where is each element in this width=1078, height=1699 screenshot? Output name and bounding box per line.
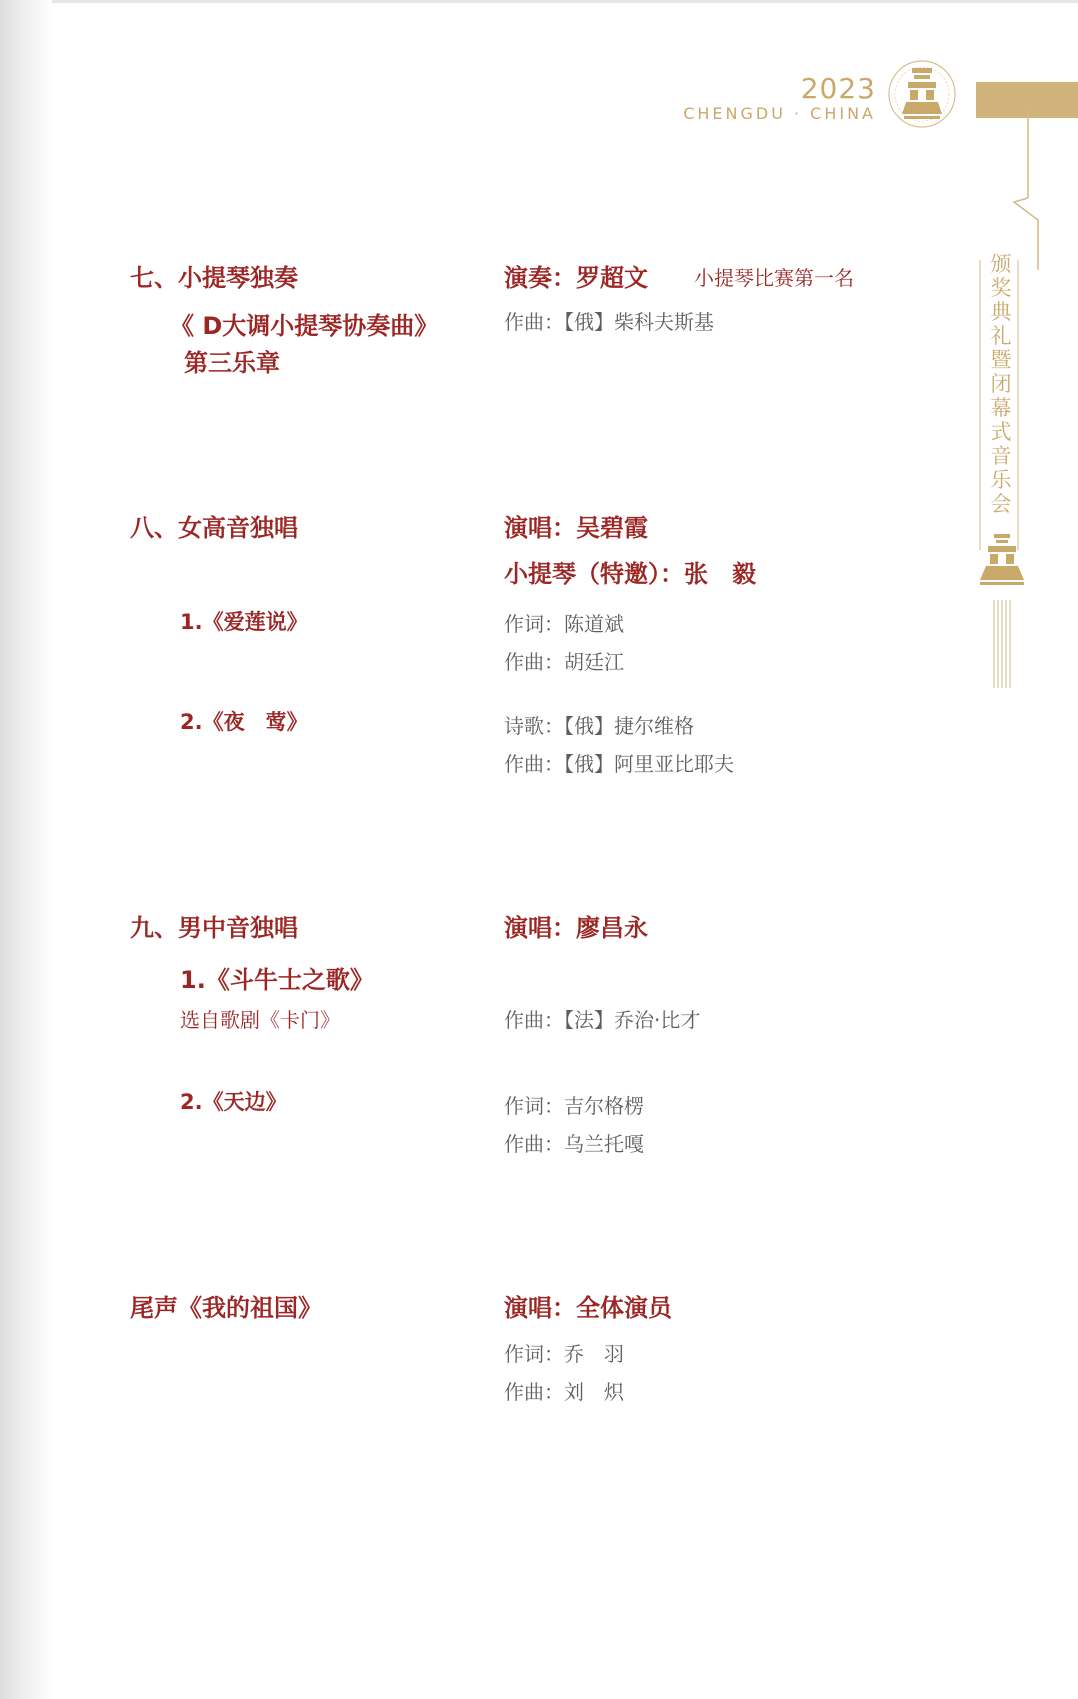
section-9-song-1-composer: 作曲：【法】乔治·比才 (504, 1008, 701, 1032)
section-8-guest-performer: 小提琴（特邀）：张 毅 (504, 560, 756, 588)
section-7-performer-note: 小提琴比赛第一名 (694, 266, 854, 290)
section-9-performer: 演唱：廖昌永 (504, 914, 648, 942)
section-8-song-1-lyricist: 作词：陈道斌 (504, 612, 624, 636)
page-binding-shadow (0, 0, 52, 1699)
section-7-performer: 演奏：罗超文 (504, 264, 648, 292)
section-8-song-1-composer: 作曲：胡廷江 (504, 650, 624, 674)
finale-title: 尾声《我的祖国》 (130, 1294, 322, 1322)
section-7-composer: 作曲：【俄】柴科夫斯基 (504, 310, 714, 334)
section-7-work: 《 D大调小提琴协奏曲》 (170, 312, 439, 340)
section-9-song-2-composer: 作曲：乌兰托嘎 (504, 1132, 644, 1156)
section-9-song-1: 1.《斗牛士之歌》 (180, 966, 374, 994)
golden-bell-award-logo-icon (884, 54, 960, 146)
finale-composer: 作曲：刘 炽 (504, 1380, 624, 1404)
section-7-title: 七、小提琴独奏 (130, 264, 298, 292)
finale-performer: 演唱：全体演员 (504, 1294, 672, 1322)
header-year: 2023 (800, 72, 876, 105)
vertical-concert-title: 颁奖典礼暨闭幕式音乐会 (990, 252, 1012, 516)
finale-lyricist: 作词：乔 羽 (504, 1342, 624, 1366)
bell-emblem-icon (976, 532, 1028, 596)
side-decoration (960, 110, 1078, 690)
section-9-song-1-note: 选自歌剧《卡门》 (180, 1008, 340, 1032)
section-8-song-1: 1.《爱莲说》 (180, 610, 308, 634)
section-8-song-2-composer: 作曲：【俄】阿里亚比耶夫 (504, 752, 734, 776)
section-8-title: 八、女高音独唱 (130, 514, 298, 542)
page-edge (0, 0, 1078, 3)
section-7-movement: 第三乐章 (184, 349, 280, 377)
section-9-song-2-lyricist: 作词：吉尔格楞 (504, 1094, 644, 1118)
section-8-performer: 演唱：吴碧霞 (504, 514, 648, 542)
section-9-song-2: 2.《天边》 (180, 1090, 287, 1114)
header-city: CHENGDU · CHINA (683, 104, 876, 123)
section-8-song-2-poem: 诗歌：【俄】捷尔维格 (504, 714, 694, 738)
section-8-song-2: 2.《夜 莺》 (180, 710, 308, 734)
section-9-title: 九、男中音独唱 (130, 914, 298, 942)
